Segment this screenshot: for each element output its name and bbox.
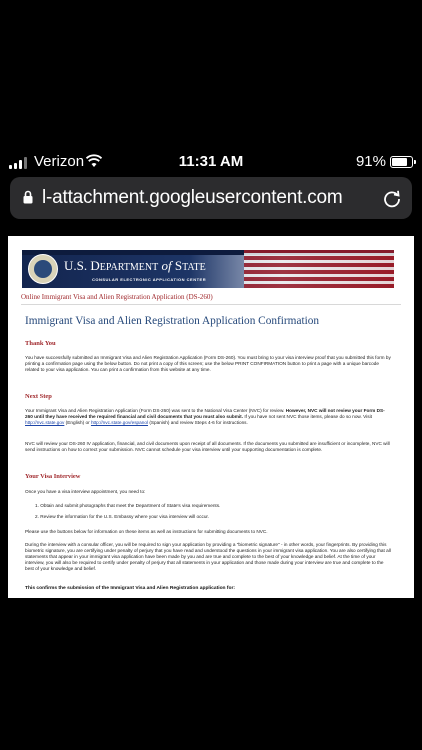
list-item: 2. Review the information for the U.S. Embassy where your visa interview will occur. xyxy=(35,514,210,519)
banner-title: U.S. DEPARTMENT of STATE xyxy=(64,258,206,273)
buttons-note: Please use the buttons below for information on these items as well as instructions for submitting documents to NVC. xyxy=(25,529,268,534)
thank-you-heading: Thank You xyxy=(25,340,56,347)
lock-icon xyxy=(23,190,33,204)
web-page xyxy=(8,236,414,598)
confirmation-statement: This confirms the submission of the Immigrant Visa and Alien Registration application for: xyxy=(25,586,236,591)
next-step-text: Your Immigrant Visa and Alien Registration Application (Form DS-260) was sent to the National Visa Center (NVC) for review. However, NVC will not review your Form DS-260 until they have received the required financial and civil documents that you must also submit. If you have not sent NVC those items, please do so now. Visit http://nvc.state.gov (English) or http://nvc.state.gov/espanol (Spanish) and review Steps 4-6 for instructions. xyxy=(25,408,385,425)
battery-icon xyxy=(390,156,413,168)
page-title: Immigrant Visa and Alien Registration Application Confirmation xyxy=(25,315,320,327)
state-department-seal-icon xyxy=(28,254,58,284)
visa-interview-heading: Your Visa Interview xyxy=(25,473,81,480)
next-step-heading: Next Step xyxy=(25,393,52,400)
thank-you-text: You have successfully submitted an Immigrant Visa and Alien Registration Application (Form DS-260). You must bring to your visa interview proof that you submitted this form by printing a confirmation page using the below button. Do not print a copy of this screen; use the below PRINT CONFIRMATION button to print a page with a unique barcode related to your visa application. You can print a confirmation from this website at any time. xyxy=(25,355,391,372)
battery-percent: 91% xyxy=(355,153,386,170)
carrier-name: Verizon xyxy=(34,153,85,170)
url-text[interactable]: l-attachment.googleusercontent.com xyxy=(42,187,343,208)
status-bar xyxy=(0,150,422,174)
list-item: 1. Obtain and submit photographs that meet the Department of State's visa requirements. xyxy=(35,503,221,508)
clock: 11:31 AM xyxy=(178,153,244,170)
divider xyxy=(21,304,401,305)
form-title-link[interactable]: Online Immigrant Visa and Alien Registration Application (DS-260) xyxy=(21,293,213,301)
banner-subtitle: CONSULAR ELECTRONIC APPLICATION CENTER xyxy=(92,277,207,282)
header-banner xyxy=(22,250,394,288)
reload-icon[interactable] xyxy=(382,188,402,208)
biometric-text: During the interview with a consular officer, you will be required to sign your application by providing a "biometric signature" - in other words, your fingerprints. By providing this biometric signature, you are certifying under penalty of perjury that you have read and understood the questions in your immigrant visa application. You are also certifying that all statements that appear in your immigrant visa application have been made by you and are true and complete to the best of your knowledge and belief. At the time of your interview, you will also be required to certify under penalty of perjury that all statements in your application and those made during your interview are true and complete to the best of your knowledge and belief. xyxy=(25,542,391,571)
nvc-english-link[interactable]: http://nvc.state.gov xyxy=(25,420,65,425)
nvc-spanish-link[interactable]: http://nvc.state.gov/espanol xyxy=(90,420,149,425)
interview-intro: Once you have a visa interview appointment, you need to: xyxy=(25,489,146,494)
address-bar[interactable] xyxy=(10,177,412,219)
nvc-review-text: NVC will review your DS-260 IV application, financial, and civil documents upon receipt of all documents. If the documents you submitted are insufficient or incomplete, NVC will send instructions on how to correct your submission. NVC cannot schedule your visa interview until your supporting documentation is complete. xyxy=(25,441,390,452)
